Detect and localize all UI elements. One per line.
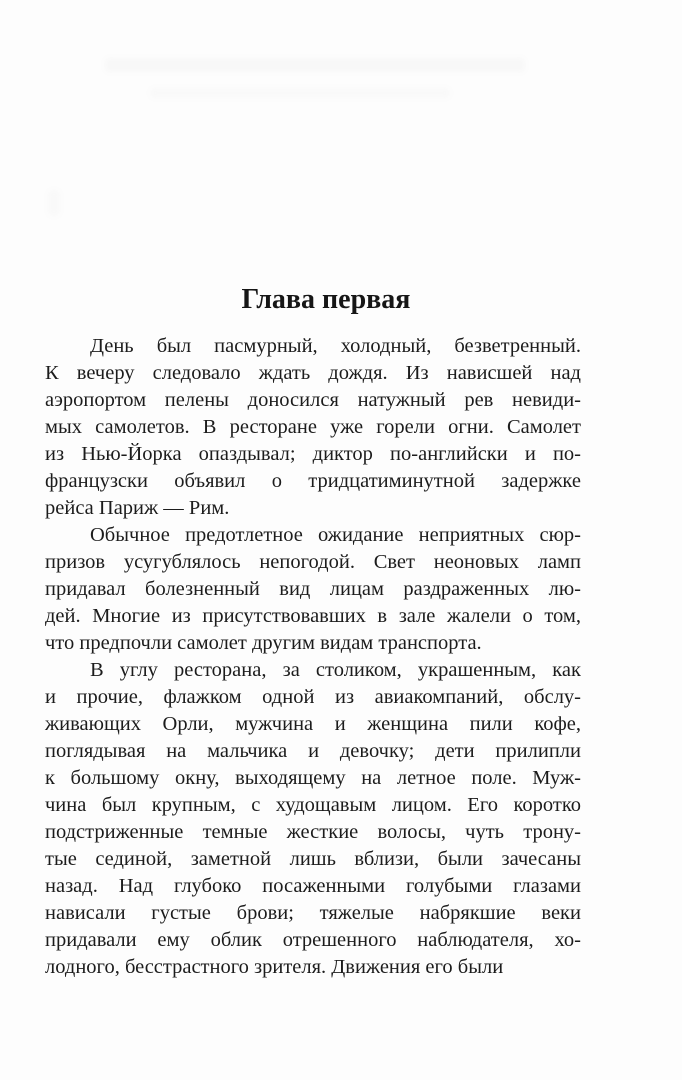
scan-bleed-artifact xyxy=(48,190,60,216)
text-line: дей. Многие из присутствовавших в зале жалели о том, xyxy=(45,605,581,627)
text-line: призов усугублялось непогодой. Свет неоновых ламп xyxy=(45,551,581,573)
scan-bleed-artifact xyxy=(150,88,450,98)
text-line: лодного, бесстрастного зрителя. Движения его были xyxy=(45,956,504,978)
text-line: поглядывая на мальчика и девочку; дети прилипли xyxy=(45,740,581,762)
page-text-block xyxy=(45,283,581,981)
text-line: к большому окну, выходящему на летное поле. Муж- xyxy=(45,767,581,789)
text-line: живающих Орли, мужчина и женщина пили кофе, xyxy=(45,713,581,735)
paragraphs xyxy=(45,333,581,981)
text-line: что предпочли самолет другим видам транспорта. xyxy=(45,632,482,654)
text-line: К вечеру следовало ждать дождя. Из нависшей над xyxy=(45,362,581,384)
paragraph xyxy=(45,657,581,981)
text-line: В углу ресторана, за столиком, украшенным, как xyxy=(90,659,581,681)
paragraph xyxy=(45,333,581,522)
text-line: придавал болезненный вид лицам раздраженных лю- xyxy=(45,578,581,600)
text-line: Обычное предотлетное ожидание неприятных сюр- xyxy=(90,524,581,546)
text-line: рейса Париж — Рим. xyxy=(45,497,230,519)
text-line: из Нью-Йорка опаздывал; диктор по-английски и по- xyxy=(45,443,581,465)
text-line: нависали густые брови; тяжелые набрякшие веки xyxy=(45,902,581,924)
text-line: подстриженные темные жесткие волосы, чуть трону- xyxy=(45,821,581,843)
text-line: аэропортом пелены доносился натужный рев невиди- xyxy=(45,389,581,411)
text-line: чина был крупным, с худощавым лицом. Его коротко xyxy=(45,794,581,816)
scan-bleed-artifact xyxy=(105,58,525,72)
text-line: французски объявил о тридцатиминутной задержке xyxy=(45,470,581,492)
text-line: тые сединой, заметной лишь вблизи, были зачесаны xyxy=(45,848,581,870)
text-line: мых самолетов. В ресторане уже горели огни. Самолет xyxy=(45,416,581,438)
text-line: назад. Над глубоко посаженными голубыми глазами xyxy=(45,875,581,897)
text-line: придавали ему облик отрешенного наблюдателя, хо- xyxy=(45,929,581,951)
text-line: и прочие, флажком одной из авиакомпаний, обслу- xyxy=(45,686,581,708)
text-line: День был пасмурный, холодный, безветренный. xyxy=(90,335,581,357)
paragraph xyxy=(45,522,581,657)
chapter-title: Глава первая xyxy=(241,284,411,315)
